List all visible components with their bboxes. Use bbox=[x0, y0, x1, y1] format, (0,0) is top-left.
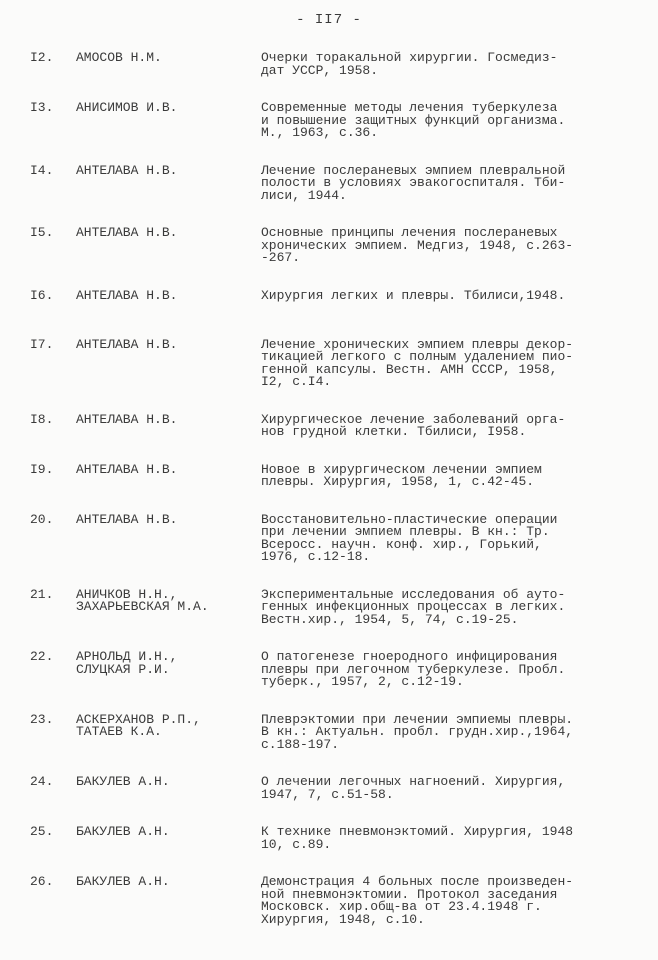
entry-number: I7. bbox=[30, 336, 54, 352]
entry-number: 24. bbox=[30, 774, 54, 789]
entry-author: АНИЧКОВ Н.Н., ЗАХАРЬЕВСКАЯ М.А. bbox=[76, 586, 209, 614]
entry-title: Лечение послераневых эмпием плевральной полости в условиях эвакогоспиталя. Тби- лиси, 1944. bbox=[261, 162, 566, 203]
page-number: - II7 - bbox=[296, 12, 362, 28]
entry-title: Экспериментальные исследования об ауто- генных инфекционных процессах в легких. Вестн.хир., 1954, 5, 74, с.19-25. bbox=[261, 586, 566, 627]
reference-entry bbox=[0, 227, 658, 265]
reference-entry bbox=[0, 511, 658, 564]
entry-number: I3. bbox=[30, 100, 54, 115]
entry-author: АНТЕЛАВА Н.В. bbox=[76, 162, 178, 178]
entry-number: I9. bbox=[30, 461, 54, 477]
reference-entry bbox=[0, 162, 658, 203]
entry-author: АНИСИМОВ И.В. bbox=[76, 100, 178, 115]
reference-entry bbox=[0, 776, 658, 801]
entry-title: Плеврэктомии при лечении эмпиемы плевры. В кн.: Актуальн. пробл. грудн.хир.,1964, с.188-197. bbox=[261, 711, 574, 752]
entry-title: Основные принципы лечения послераневых хронических эмпием. Медгиз, 1948, с.263- -267. bbox=[261, 225, 574, 265]
entry-author: АРНОЛЬД И.Н., СЛУЦКАЯ Р.И. bbox=[76, 649, 178, 677]
entry-title: Очерки торакальной хирургии. Госмедиз- дат УССР, 1958. bbox=[261, 50, 558, 78]
entry-title: О лечении легочных нагноений. Хирургия, 1947, 7, с.51-58. bbox=[261, 774, 566, 802]
reference-entry bbox=[0, 651, 658, 689]
entry-number: I6. bbox=[30, 287, 54, 303]
entry-number: I5. bbox=[30, 225, 54, 240]
entry-number: 22. bbox=[30, 649, 54, 664]
entry-title: Лечение хронических эмпием плевры декор- тикацией легкого с полным удалением пио- генной капсулы. Вестн. АМН СССР, 1958, I2, с.I4. bbox=[261, 336, 574, 389]
reference-entry bbox=[0, 876, 658, 926]
entry-number: I8. bbox=[30, 411, 54, 427]
entry-number: 23. bbox=[30, 711, 54, 727]
entry-title: Демонстрация 4 больных после произведен- ной пневмонэктомии. Протокол заседания Московск. хир.общ-ва от 23.4.1948 г. Хирургия, 1948, с.10. bbox=[261, 874, 574, 927]
entry-author: БАКУЛЕВ А.Н. bbox=[76, 874, 170, 889]
entry-author: АНТЕЛАВА Н.В. bbox=[76, 225, 178, 240]
entry-title: О патогенезе гноеродного инфицирования плевры при легочном туберкулезе. Пробл. туберк., 1957, 2, с.12-19. bbox=[261, 649, 566, 689]
reference-entry bbox=[0, 287, 658, 314]
reference-entry bbox=[0, 52, 658, 77]
entry-title: К технике пневмонэктомий. Хирургия, 1948 10, с.89. bbox=[261, 824, 574, 852]
entry-title: Хирургия легких и плевры. Тбилиси,1948. bbox=[261, 287, 566, 303]
entry-number: 25. bbox=[30, 824, 54, 839]
reference-entry bbox=[0, 461, 658, 489]
entry-title: Восстановительно-пластические операции при лечении эмпием плевры. В кн.: Тр. Всеросс. научн. конф. хир., Горький, 1976, с.12-18. bbox=[261, 511, 558, 564]
entry-number: 20. bbox=[30, 511, 54, 527]
reference-list bbox=[0, 52, 658, 951]
entry-author: АНТЕЛАВА Н.В. bbox=[76, 461, 178, 477]
entry-title: Новое в хирургическом лечении эмпием плевры. Хирургия, 1958, 1, с.42-45. bbox=[261, 461, 542, 489]
entry-author: АНТЕЛАВА Н.В. bbox=[76, 336, 178, 352]
reference-entry bbox=[0, 826, 658, 851]
entry-author: АСКЕРХАНОВ Р.П., ТАТАЕВ К.А. bbox=[76, 711, 201, 739]
entry-title: Хирургическое лечение заболеваний орга- нов грудной клетки. Тбилиси, I958. bbox=[261, 411, 566, 439]
entry-author: АНТЕЛАВА Н.В. bbox=[76, 411, 178, 427]
entry-number: 21. bbox=[30, 586, 54, 602]
entry-title: Современные методы лечения туберкулеза и повышение защитных функций организма. М., 1963, с.36. bbox=[261, 100, 566, 140]
reference-entry bbox=[0, 411, 658, 439]
reference-entry bbox=[0, 336, 658, 389]
reference-entry bbox=[0, 586, 658, 627]
entry-number: 26. bbox=[30, 874, 54, 889]
entry-number: I4. bbox=[30, 162, 54, 178]
entry-author: АНТЕЛАВА Н.В. bbox=[76, 287, 178, 303]
entry-author: АНТЕЛАВА Н.В. bbox=[76, 511, 178, 527]
entry-author: БАКУЛЕВ А.Н. bbox=[76, 824, 170, 839]
entry-author: БАКУЛЕВ А.Н. bbox=[76, 774, 170, 789]
entry-author: АМОСОВ Н.М. bbox=[76, 50, 162, 65]
entry-number: I2. bbox=[30, 50, 54, 65]
reference-entry bbox=[0, 102, 658, 140]
reference-entry bbox=[0, 711, 658, 752]
